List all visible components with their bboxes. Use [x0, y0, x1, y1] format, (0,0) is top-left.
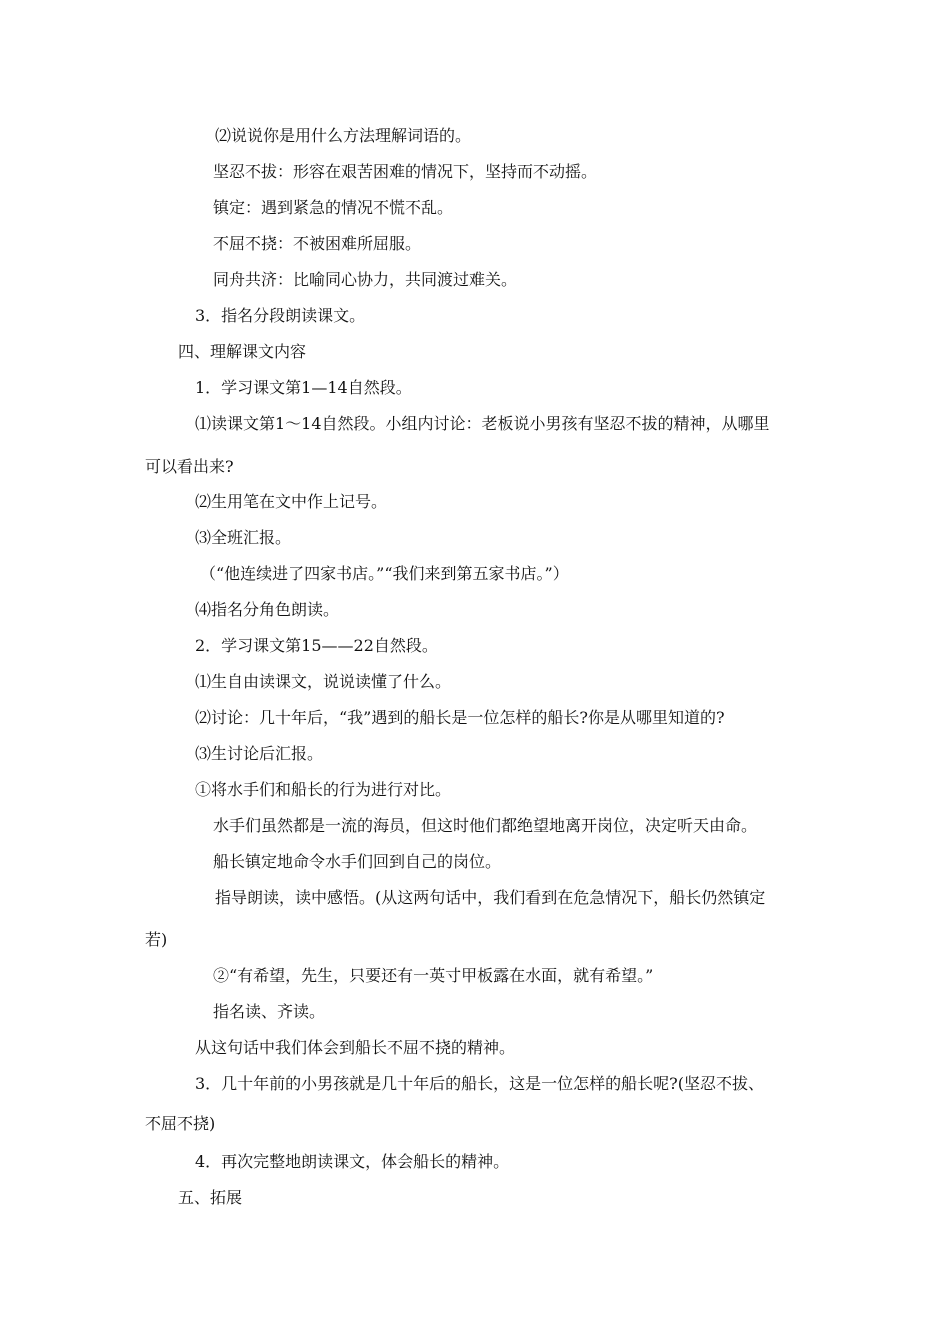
text-line: 1．学习课文第1—14自然段。	[195, 378, 412, 397]
text-line: ⑴读课文第1～14自然段。小组内讨论：老板说小男孩有坚忍不拔的精神，从哪里	[195, 414, 770, 433]
text-line: 指名读、齐读。	[213, 1002, 326, 1021]
text-line: 4．再次完整地朗读课文，体会船长的精神。	[195, 1152, 510, 1171]
text-line: ⑶生讨论后汇报。	[195, 744, 324, 763]
text-line: ⑵生用笔在文中作上记号。	[195, 492, 388, 511]
text-line: ⑵讨论：几十年后，“我”遇到的船长是一位怎样的船长?你是从哪里知道的?	[195, 708, 725, 727]
text-line: ⑷指名分角色朗读。	[195, 600, 340, 619]
text-line: 坚忍不拔：形容在艰苦困难的情况下，坚持而不动摇。	[213, 162, 598, 181]
text-line: 2．学习课文第15——22自然段。	[195, 636, 438, 655]
text-line: 水手们虽然都是一流的海员，但这时他们都绝望地离开岗位，决定听天由命。	[213, 816, 758, 835]
text-line: 同舟共济：比喻同心协力，共同渡过难关。	[213, 270, 518, 289]
text-line: ②“有希望，先生，只要还有一英寸甲板露在水面，就有希望。”	[213, 966, 654, 985]
text-line: ⑶全班汇报。	[195, 528, 292, 547]
text-line: 不屈不挠：不被困难所屈服。	[213, 234, 422, 253]
text-line: ①将水手们和船长的行为进行对比。	[195, 780, 452, 799]
text-line: 3．几十年前的小男孩就是几十年后的船长，这是一位怎样的船长呢?(坚忍不拔、	[195, 1074, 765, 1093]
text-line: 指导朗读，读中感悟。(从这两句话中，我们看到在危急情况下，船长仍然镇定	[215, 888, 766, 907]
text-line: 船长镇定地命令水手们回到自己的岗位。	[213, 852, 502, 871]
text-line: 若)	[145, 930, 168, 949]
text-line: ⑵说说你是用什么方法理解词语的。	[215, 126, 472, 145]
text-line: 从这句话中我们体会到船长不屈不挠的精神。	[195, 1038, 516, 1057]
text-line: 可以看出来?	[145, 457, 234, 476]
text-line: 不屈不挠)	[145, 1114, 216, 1133]
text-line: 3．指名分段朗读课文。	[195, 306, 366, 325]
text-line: ⑴生自由读课文，说说读懂了什么。	[195, 672, 452, 691]
section-heading: 五、拓展	[178, 1188, 243, 1207]
section-heading: 四、理解课文内容	[178, 342, 307, 361]
text-line: （“他连续进了四家书店。”“我们来到第五家书店。”）	[200, 564, 569, 583]
text-line: 镇定：遇到紧急的情况不慌不乱。	[213, 198, 454, 217]
